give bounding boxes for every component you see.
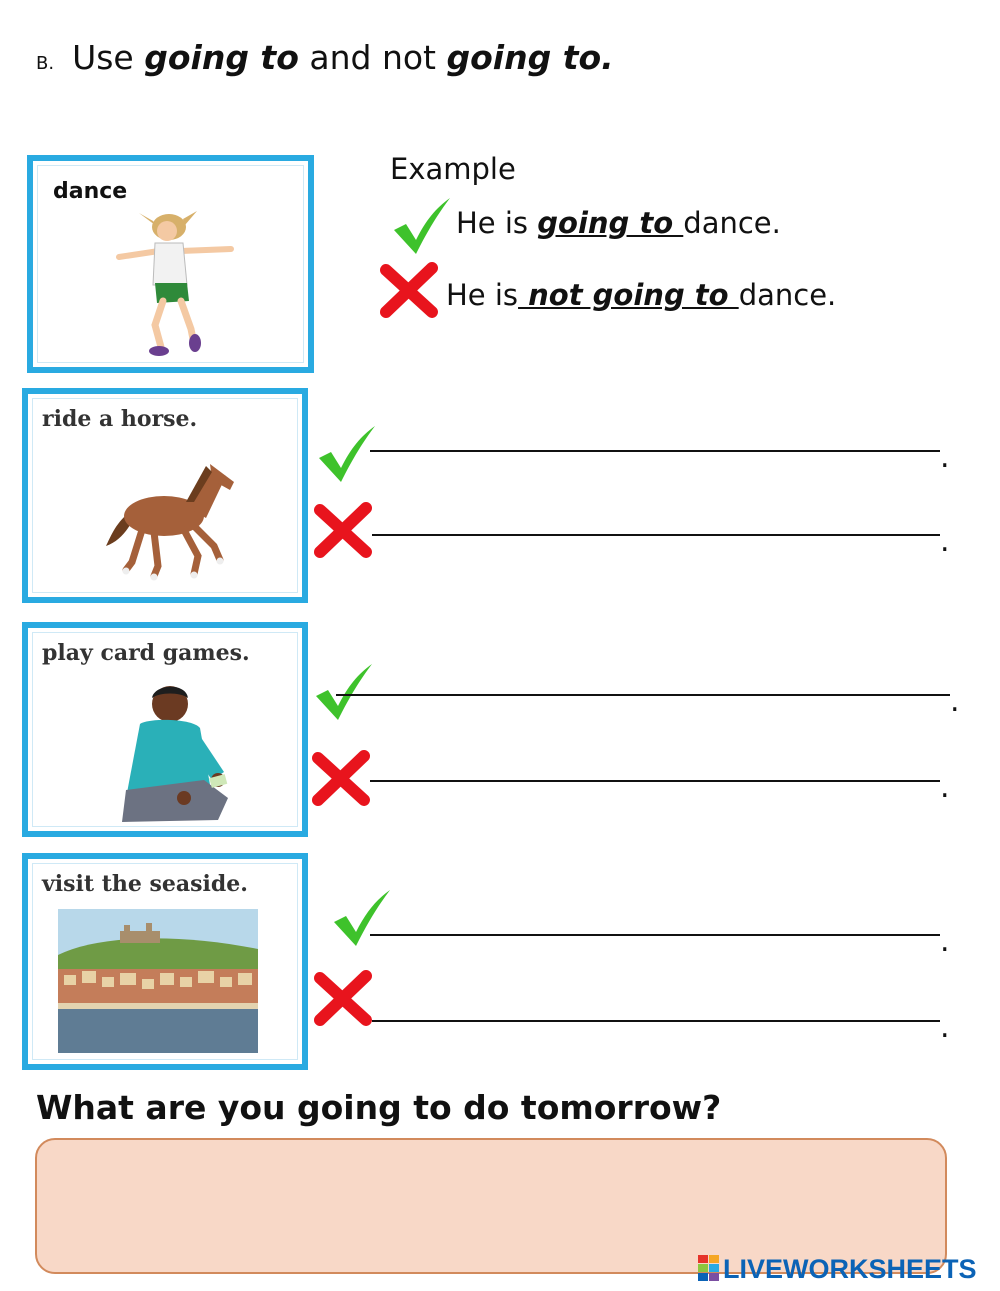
line-end-dot: .	[940, 440, 950, 475]
line-end-dot: .	[940, 924, 950, 959]
answer-line-seaside-positive[interactable]	[370, 934, 940, 936]
line-end-dot: .	[950, 684, 960, 719]
cross-icon	[380, 262, 438, 318]
answer-line-horse-negative[interactable]	[372, 534, 940, 536]
answer-input-cards-negative[interactable]	[370, 748, 944, 778]
instruction-em1: going to	[144, 38, 299, 77]
answer-input-cards-positive[interactable]	[336, 662, 954, 692]
answer-line-cards-negative[interactable]	[370, 780, 940, 782]
example-positive: He is going to dance.	[456, 206, 781, 240]
instruction-part1: Use	[72, 38, 145, 77]
dancing-boy-picture	[111, 207, 241, 357]
example-positive-answer: going to	[537, 206, 684, 240]
answer-input-horse-negative[interactable]	[372, 502, 944, 532]
question-heading: What are you going to do tomorrow?	[36, 1088, 722, 1127]
example-negative-answer: not going to	[518, 278, 739, 312]
liveworksheets-logo-icon	[698, 1255, 720, 1281]
card-label-dance: dance	[53, 179, 128, 204]
card-ride-horse	[22, 388, 308, 603]
boy-with-cards-picture	[100, 680, 240, 825]
cross-icon	[312, 750, 370, 806]
example-title: Example	[390, 152, 516, 186]
card-play-card-games	[22, 622, 308, 837]
line-end-dot: .	[940, 524, 950, 559]
example-negative: He is not going to dance.	[446, 278, 837, 312]
line-end-dot: .	[940, 1010, 950, 1045]
instruction	[36, 38, 614, 77]
line-end-dot: .	[940, 770, 950, 805]
seaside-town-picture	[58, 909, 258, 1053]
liveworksheets-brand	[698, 1254, 977, 1285]
card-dance	[27, 155, 314, 373]
brand-text: LIVEWORKSHEETS	[723, 1254, 977, 1284]
card-label-ride-horse: ride a horse.	[42, 406, 198, 432]
answer-line-cards-positive[interactable]	[336, 694, 950, 696]
answer-line-seaside-negative[interactable]	[372, 1020, 940, 1022]
answer-input-seaside-positive[interactable]	[370, 902, 944, 932]
instruction-part2: and not	[298, 38, 447, 77]
answer-input-seaside-negative[interactable]	[372, 988, 944, 1018]
card-visit-seaside	[22, 853, 308, 1070]
instruction-em2: going to.	[446, 38, 614, 77]
answer-line-horse-positive[interactable]	[370, 450, 940, 452]
cross-icon	[314, 502, 372, 558]
horse-picture	[102, 442, 242, 582]
card-label-play-card-games: play card games.	[42, 640, 250, 666]
card-label-visit-seaside: visit the seaside.	[42, 871, 248, 897]
answer-input-horse-positive[interactable]	[370, 418, 944, 448]
section-letter: B.	[36, 53, 55, 74]
check-icon	[390, 196, 454, 256]
answer-textarea[interactable]	[37, 1140, 945, 1272]
cross-icon	[314, 970, 372, 1026]
